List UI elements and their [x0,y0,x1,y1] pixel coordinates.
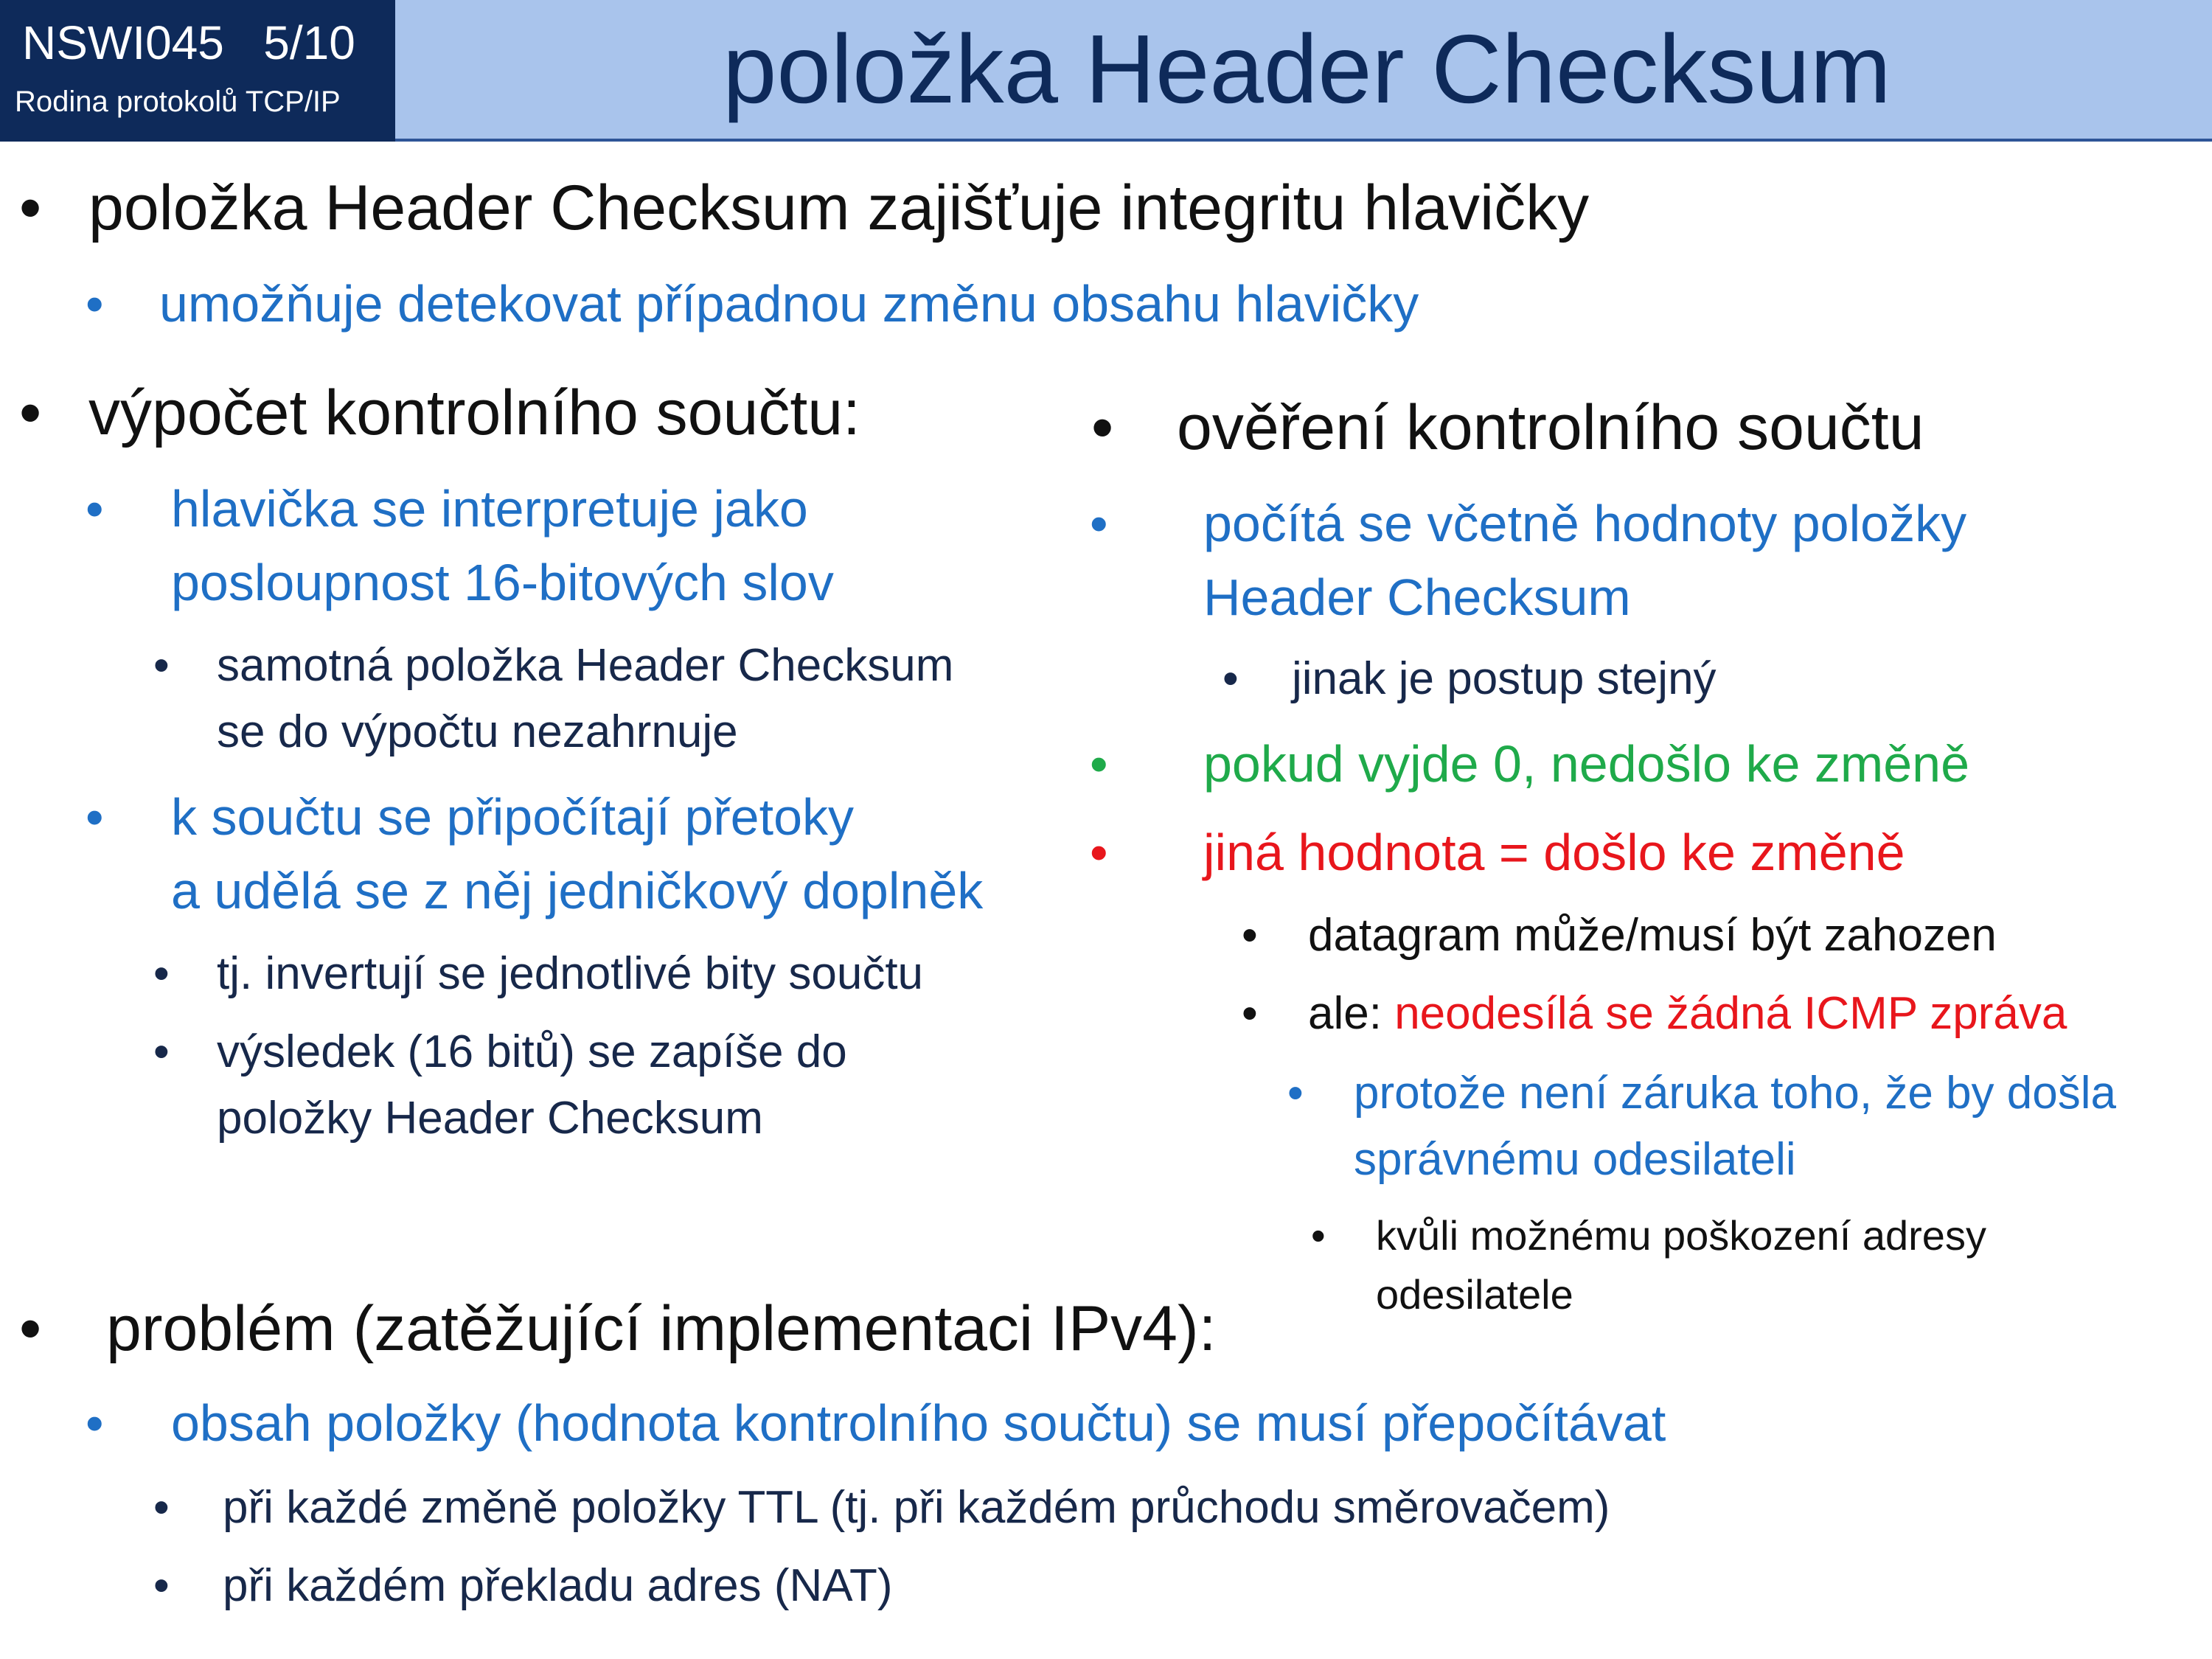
header-divider [395,139,2212,142]
bullet-icon: • [1311,1212,1326,1259]
compute-s2-line2: a udělá se z něj jedničkový doplněk [171,862,984,919]
compute-main: výpočet kontrolního součtu: [88,378,860,448]
verify-s3: jiná hodnota = došlo ke změně [1203,824,1905,881]
verify-s3b-red: neodesílá se žádná ICMP zpráva [1394,988,2067,1039]
intro-sub: umožňuje detekovat případnou změnu obsahu hlavičky [159,275,1419,333]
problem-sub-a: při každé změně položky TTL (tj. při každém průchodu směrovačem) [223,1482,1610,1533]
problem-sub: obsah položky (hodnota kontrolního součtu) se musí přepočítávat [171,1394,1666,1452]
verify-s3b1-line1: protože není záruka toho, že by došla [1354,1068,2116,1119]
bullet-icon: • [1091,392,1114,463]
verify-s2: pokud vyjde 0, nedošlo ke změně [1203,735,1969,793]
bullet-icon: • [19,1293,42,1364]
verify-s3a: datagram může/musí být zahozen [1308,910,1997,961]
bullet-icon: • [19,378,42,448]
bullet-icon: • [86,480,104,538]
slide-title: položka Header Checksum [723,15,1891,123]
bullet-icon: • [86,1394,104,1452]
bullet-icon: • [153,1560,170,1611]
verify-s3b1a-line2: odesilatele [1376,1271,1573,1318]
compute-s2b-line1: výsledek (16 bitů) se zapíše do [217,1026,847,1077]
course-name: Rodina protokolů TCP/IP [15,86,341,118]
compute-s1a-line1: samotná položka Header Checksum [217,640,954,691]
bullet-icon: • [153,1026,170,1077]
compute-s2-line1: k součtu se připočítají přetoky [171,788,854,846]
bullet-icon: • [153,948,170,999]
bullet-icon: • [86,788,104,846]
course-code: NSWI045 5/10 [22,16,355,69]
bullet-icon: • [1287,1068,1304,1119]
problem-sub-b: při každém překladu adres (NAT) [223,1560,893,1611]
verify-s3b [1308,981,2067,1047]
verify-main: ověření kontrolního součtu [1177,392,1924,463]
bullet-icon: • [19,173,42,243]
compute-s2a: tj. invertují se jednotlivé bity součtu [217,948,924,999]
verify-s1-line2: Header Checksum [1203,568,1631,626]
bullet-icon: • [1090,735,1108,793]
bullet-icon: • [86,275,104,333]
verify-s3b-prefix: ale: [1308,988,1395,1039]
bullet-icon: • [1090,495,1108,552]
compute-s2b-line2: položky Header Checksum [217,1093,763,1144]
compute-s1a-line2: se do výpočtu nezahrnuje [217,706,738,757]
bullet-icon: • [1242,910,1258,961]
verify-s1-line1: počítá se včetně hodnoty položky [1203,495,1967,552]
compute-s1-line2: posloupnost 16-bitových slov [171,554,834,611]
verify-s1a: jinak je postup stejný [1292,653,1717,704]
problem-main: problém (zatěžující implementaci IPv4): [106,1293,1217,1364]
compute-s1-line1: hlavička se interpretuje jako [171,480,808,538]
intro-main: položka Header Checksum zajišťuje integritu hlavičky [88,173,1590,243]
bullet-icon: • [153,640,170,691]
bullet-icon: • [1242,988,1258,1039]
course-badge [0,0,395,142]
bullet-icon: • [153,1482,170,1533]
verify-s3b1-line2: správnému odesilateli [1354,1134,1796,1185]
bullet-icon: • [1090,824,1108,881]
verify-s3b1a-line1: kvůli možnému poškození adresy [1376,1212,1986,1259]
bullet-icon: • [1222,653,1239,704]
